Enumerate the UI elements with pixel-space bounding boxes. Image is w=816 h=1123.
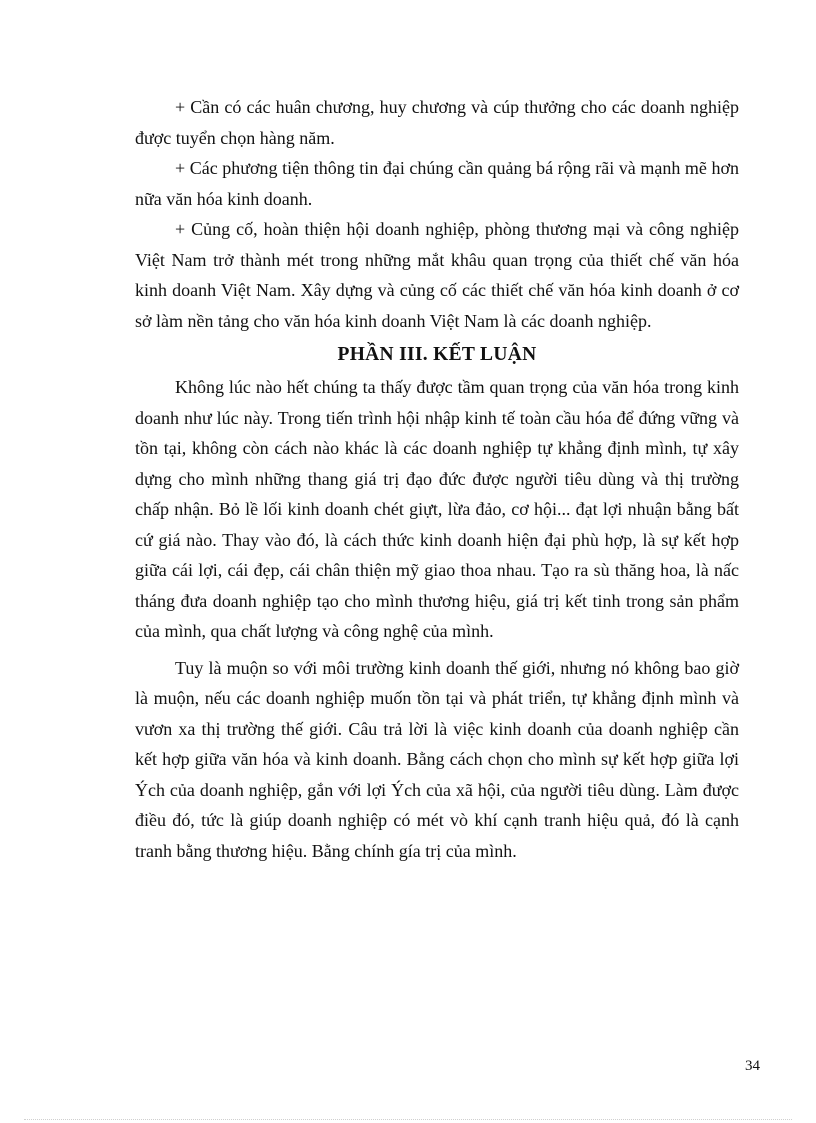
page-bottom-divider xyxy=(24,1119,792,1120)
bullet-awards: + Cần có các huân chương, huy chương và cúp thưởng cho các doanh nghiệp được tuyển chọn hàng năm. xyxy=(135,97,739,148)
bullet-institutions: + Củng cố, hoàn thiện hội doanh nghiệp, phòng thương mại và công nghiệp Việt Nam trở thành mét trong những mắt khâu quan trọng của thiết chế văn hóa kinh doanh Việt Nam. Xây dựng và củng cố các thiết chế văn hóa kinh doanh ở cơ sở làm nền tảng cho văn hóa kinh doanh Việt Nam là các doanh nghiệp. xyxy=(135,219,739,331)
page-body xyxy=(135,92,739,866)
page-number: 34 xyxy=(745,1058,760,1074)
conclusion-paragraph-1: Không lúc nào hết chúng ta thấy được tầm quan trọng của văn hóa trong kinh doanh như lúc này. Trong tiến trình hội nhập kinh tế toàn cầu hóa để đứng vững và tồn tại, không còn cách nào khác là các doanh nghiệp tự khẳng định mình, tự xây dựng cho mình những thang giá trị đạo đức được người tiêu dùng và thị trường chấp nhận. Bỏ lề lối kinh doanh chét giựt, lừa đảo, cơ hội... đạt lợi nhuận bằng bất cứ giá nào. Thay vào đó, là cách thức kinh doanh hiện đại phù hợp, là sự kết hợp giữa cái lợi, cái đẹp, cái chân thiện mỹ giao thoa nhau. Tạo ra sù thăng hoa, là nấc tháng đưa doanh nghiệp tạo cho mình thương hiệu, giá trị kết tinh trong sản phẩm của mình, qua chất lượng và công nghệ của mình. xyxy=(135,377,739,641)
section-heading: PHẦN III. KẾT LUẬN xyxy=(337,344,537,365)
conclusion-paragraph-2: Tuy là muộn so với môi trường kinh doanh thế giới, nhưng nó không bao giờ là muộn, nếu các doanh nghiệp muốn tồn tại và phát triển, tự khẳng định mình và vươn xa thị trường thế giới. Câu trả lời là việc kinh doanh của doanh nghiệp cần kết hợp giữa văn hóa và kinh doanh. Bằng cách chọn cho mình sự kết hợp giữa lợi Ých của doanh nghiệp, gắn với lợi Ých của xã hội, của người tiêu dùng. Làm được điều đó, tức là giúp doanh nghiệp có mét vò khí cạnh tranh hiệu quả, đó là cạnh tranh bằng thương hiệu. Bằng chính gía trị của mình. xyxy=(135,657,739,861)
bullet-media: + Các phương tiện thông tin đại chúng cần quảng bá rộng rãi và mạnh mẽ hơn nữa văn hóa kinh doanh. xyxy=(135,158,739,209)
